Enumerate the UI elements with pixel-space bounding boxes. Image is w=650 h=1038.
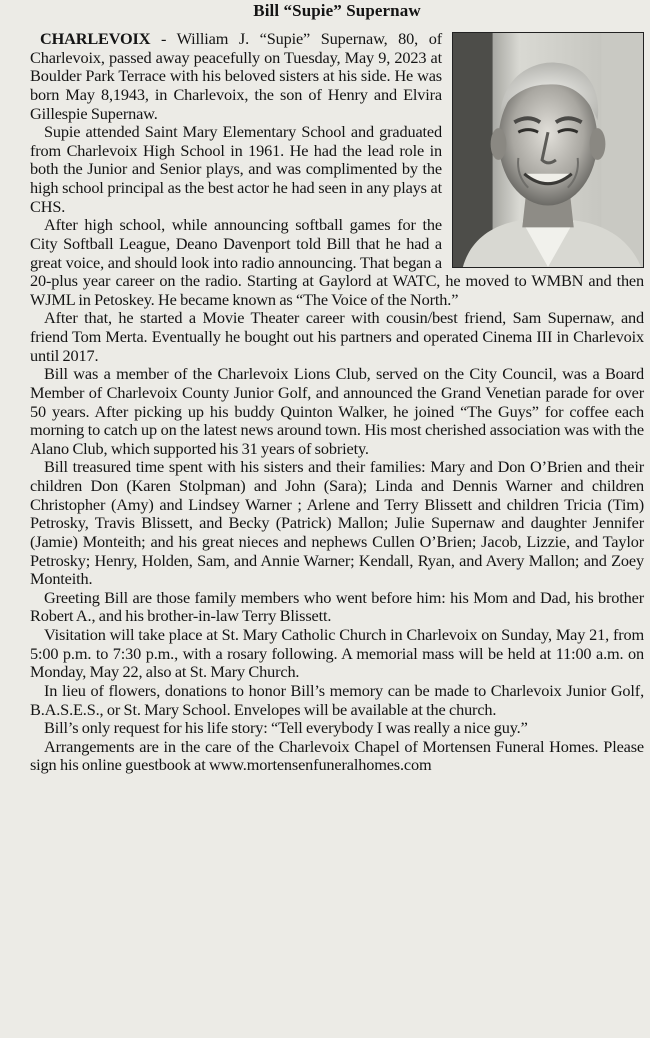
paragraph-7: Greeting Bill are those family members who went before him: his Mom and Dad, his brother Robert A., and his brother-in-law Terry Blissett. [30, 587, 644, 626]
portrait-photo-image [453, 33, 643, 267]
paragraph-8: Visitation will take place at St. Mary Catholic Church in Charlevoix on Sunday, May 21, from 5:00 p.m. to 7:30 p.m., with a rosary following. A memorial mass will be held at 11:00 a.m. on Monday, May 22, also at St. Mary Church. [30, 625, 644, 682]
paragraph-4: After that, he started a Movie Theater career with cousin/best friend, Sam Supernaw, and friend Tom Merta. Eventually he bought out his partners and operated Cinema III in Charlevoix until 2017. [30, 308, 644, 365]
paragraph-5: Bill was a member of the Charlevoix Lions Club, served on the City Council, was a Board Member of Charlevoix County Junior Golf, and announced the Grand Venetian parade for over 50 years. After picking up his buddy Quinton Walker, he joined “The Guys” for coffee each morning to catch up on the latest news around town. His most cherished association was with the Alano Club, which supported his 31 years of sobriety. [30, 364, 644, 458]
paragraph-10: Bill’s only request for his life story: “Tell everybody I was really a nice guy.” [44, 718, 528, 738]
paragraph-11: Arrangements are in the care of the Charlevoix Chapel of Mortensen Funeral Homes. Please sign his online guestbook at www.mortensenfuneralhomes.com [30, 736, 644, 775]
paragraph-6: Bill treasured time spent with his sisters and their families: Mary and Don O’Brien and their children Don (Karen Stolpman) and John (Sara); Linda and Dennis Warner and children Christopher (Amy) and Lindsey Warner ; Arlene and Terry Blissett and children Tricia (Tim) Petrosky, Travis Blissett, and Becky (Patrick) Mallon; Julie Supernaw and daughter Jennifer (Jamie) Monteith; and his great nieces and nephews Cullen O’Brien; Jacob, Lizzie, and Taylor Petrosky; Henry, Holden, Sam, and Annie Warner; Kendall, Ryan, and Avery Mallon; and Zoey Monteith. [30, 457, 644, 589]
obituary-body [30, 30, 644, 775]
dateline: CHARLEVOIX [40, 29, 151, 48]
obituary-title: Bill “Supie” Supernaw [253, 1, 421, 20]
paragraph-2: Supie attended Saint Mary Elementary School and graduated from Charlevoix High School in 1961. He had the lead role in both the Junior and Senior plays, and was complimented by the high school principal as the best actor he had seen in any plays at CHS. [30, 122, 442, 216]
paragraph-9: In lieu of flowers, donations to honor Bill’s memory can be made to Charlevoix Junior Golf, B.A.S.E.S., or St. Mary School. Envelopes will be available at the church. [30, 680, 644, 719]
paragraph-1-text: - William J. “Supie” Supernaw, 80, of Charlevoix, passed away peacefully on Tuesday, May 9, 2023 at Boulder Park Terrace with his beloved sisters at his side. He was born May 8,1943, in Charlevoix, the son of Henry and Elvira Gillespie Supernaw. [30, 29, 442, 123]
paragraph-3: After high school, while announcing softball games for the City Softball League, Deano Davenport told Bill that he had a great voice, and should look into radio announcing. That began a 20-plus year career on the radio. Starting at Gaylord at WATC, he moved to WMBN and then WJML in Petoskey. He became known as “The Voice of the North.” [30, 215, 644, 309]
portrait-photo [452, 32, 644, 268]
